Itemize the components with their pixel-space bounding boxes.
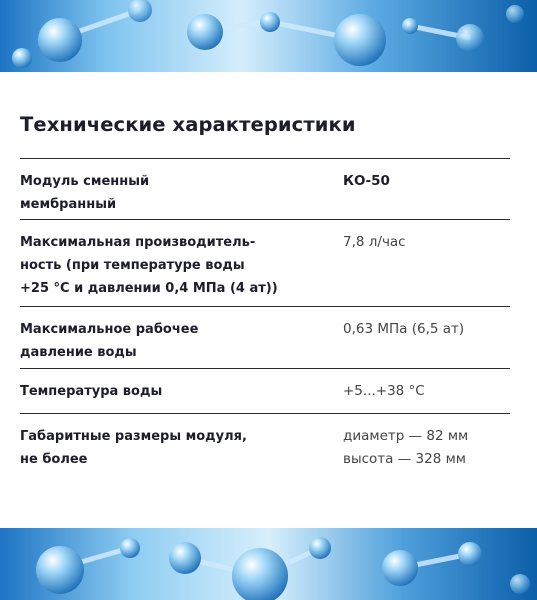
spec-label (20, 318, 343, 368)
spec-row (20, 413, 510, 474)
spec-value-line: +5...+38 °С (343, 383, 425, 399)
bottom-molecule-banner (0, 528, 537, 600)
page-title: Технические характеристики (20, 113, 356, 136)
spec-value (343, 170, 510, 219)
spec-label-line: Максимальная производитель- (20, 235, 256, 250)
spec-value (343, 318, 510, 368)
spec-value-line: КО-50 (343, 173, 390, 189)
spec-label-line: Габаритные размеры модуля, (20, 429, 247, 444)
spec-row (20, 306, 510, 368)
spec-label-line: Максимальное рабочее (20, 322, 199, 337)
spec-value-line: 7,8 л/час (343, 234, 406, 250)
spec-value-line: диаметр — 82 мм (343, 428, 469, 444)
spec-label (20, 380, 343, 413)
spec-table (20, 158, 510, 474)
spec-value (343, 231, 510, 306)
spec-label-line: Модуль сменный (20, 174, 150, 189)
spec-label (20, 170, 343, 219)
spec-value (343, 425, 510, 474)
top-molecule-banner (0, 0, 537, 72)
spec-label-line: мембранный (20, 197, 117, 212)
spec-label (20, 425, 343, 474)
spec-row (20, 368, 510, 413)
spec-label-line: +25 °С и давлении 0,4 МПа (4 ат)) (20, 281, 278, 296)
spec-label-line: не более (20, 452, 88, 467)
spec-row (20, 158, 510, 219)
spec-value-line: 0,63 МПа (6,5 ат) (343, 321, 465, 337)
spec-label (20, 231, 343, 306)
spec-label-line: Температура воды (20, 384, 163, 399)
spec-value-line: высота — 328 мм (343, 451, 466, 467)
spec-value (343, 380, 510, 413)
spec-label-line: давление воды (20, 345, 137, 360)
spec-row (20, 219, 510, 306)
spec-label-line: ность (при температуре воды (20, 258, 245, 273)
spec-card (20, 72, 520, 528)
